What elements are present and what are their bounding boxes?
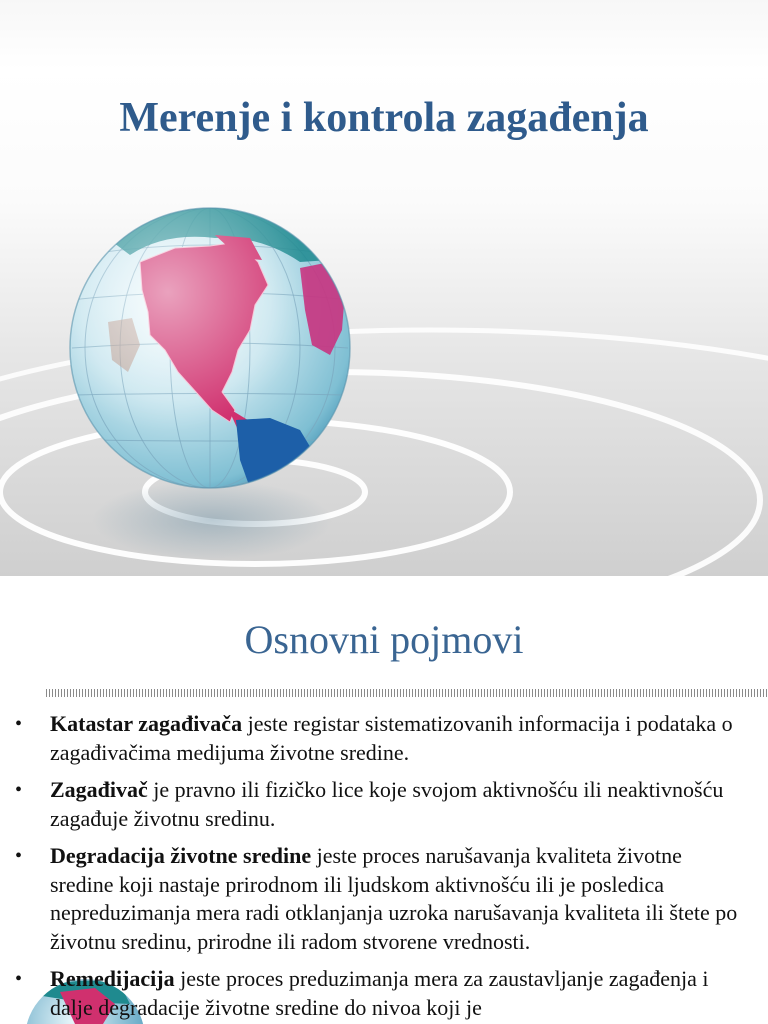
- globe-icon: [70, 208, 350, 488]
- bullet-icon: •: [15, 713, 23, 735]
- term: Katastar zagađivača: [50, 711, 243, 736]
- presentation-title: Merenje i kontrola zagađenja: [119, 95, 649, 141]
- bullet-icon: •: [15, 845, 23, 867]
- bullet-icon: •: [15, 779, 23, 801]
- list-item: [0, 965, 768, 1022]
- definition: jeste proces preduzimanja mera za zaustavljanje zagađenja i dalje degradacije životne sredine do nivoa koji je: [50, 966, 709, 1020]
- definition: je pravno ili fizičko lice koje svojom aktivnošću ili neaktivnošću zagađuje životnu sredinu.: [50, 777, 724, 831]
- bullet-icon: •: [15, 968, 23, 990]
- definition: jeste proces narušavanja kvaliteta životne sredine koji nastaje prirodnom ili ljudskom aktivnošću ili je posledica nepreduzimanja mera radi otklanjanja uzroka narušavanja kvaliteta ili štete po životnu sredinu, prirodne ili radom stvorene vrednosti.: [50, 843, 738, 954]
- term: Zagađivač: [50, 777, 148, 802]
- globe-reflection: [92, 480, 332, 560]
- term: Degradacija životne sredine: [50, 843, 312, 868]
- definition-list: [0, 710, 768, 1024]
- list-item: [0, 710, 768, 767]
- definition: jeste registar sistematizovanih informacija i podataka o zagađivačima medijuma životne sredine.: [50, 711, 733, 765]
- dotted-divider: [46, 689, 768, 697]
- term: Remedijacija: [50, 966, 175, 991]
- slide-definitions: [0, 576, 768, 1024]
- list-item: [0, 842, 768, 956]
- list-item: [0, 776, 768, 833]
- slide-heading: Osnovni pojmovi: [244, 617, 524, 662]
